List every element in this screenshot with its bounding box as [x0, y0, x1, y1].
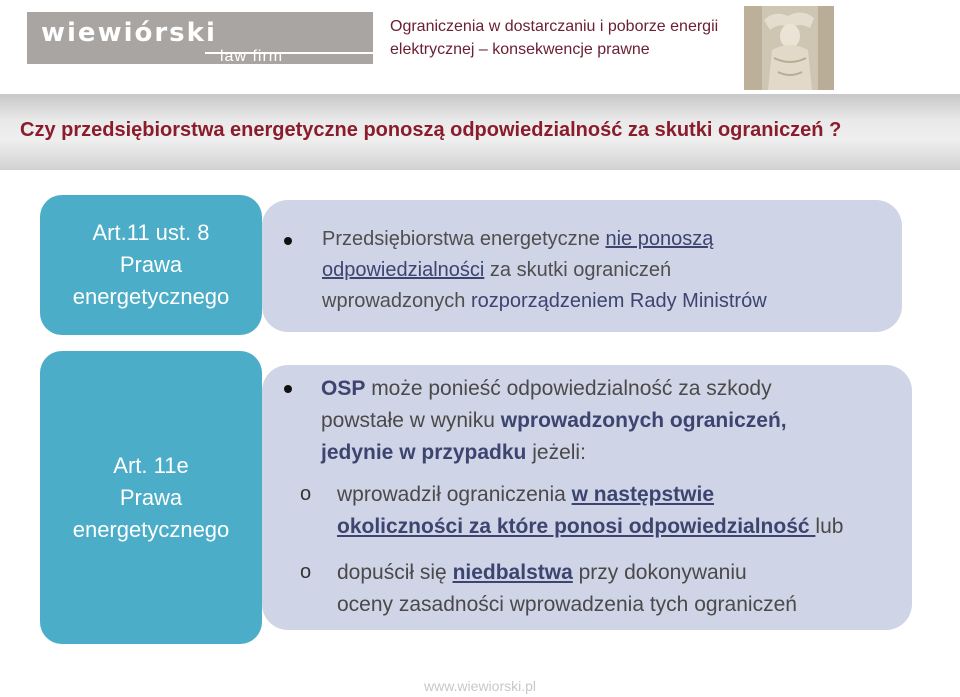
- text-span-emph: odpowiedzialności: [322, 259, 485, 281]
- statue-image: [744, 6, 834, 90]
- text-span-emph: nie ponoszą: [605, 228, 714, 250]
- text-span: lub: [815, 515, 844, 538]
- content-box-1: [262, 200, 902, 332]
- text-span-emph: okoliczności za które ponosi odpowiedzialność: [337, 515, 816, 538]
- sub-bullet-marker: o: [300, 561, 312, 583]
- bullet-icon: [284, 237, 292, 245]
- text-span: powstałe w wyniku: [321, 409, 501, 432]
- text-span-emph: w następstwie: [571, 483, 715, 506]
- bullet-text-1: [322, 224, 892, 317]
- tab-line: Art. 11e: [113, 452, 189, 478]
- text-span: za skutki ograniczeń: [484, 259, 672, 281]
- logo-subtitle: law firm: [220, 48, 284, 65]
- bullet-icon: [284, 385, 292, 393]
- title-line-2: elektrycznej – konsekwencje prawne: [390, 41, 650, 58]
- text-span-emph: niedbalstwa: [452, 561, 573, 584]
- bullet-text-2: [321, 373, 901, 469]
- sub-bullet-text-2: [337, 557, 907, 621]
- text-span: wprowadzonych: [322, 290, 471, 312]
- text-span-emph: rozporządzeniem Rady Ministrów: [470, 290, 767, 312]
- content-box-2: [262, 365, 912, 630]
- presentation-title: [390, 15, 740, 61]
- tab-line: energetycznego: [72, 284, 230, 309]
- text-span: wprowadził ograniczenia: [337, 483, 572, 506]
- text-span: jeżeli:: [526, 441, 586, 464]
- tab-line: Prawa: [119, 252, 183, 277]
- firm-logo: [27, 12, 373, 64]
- sub-bullet-text-1: [337, 479, 907, 543]
- text-span: dopuścił się: [337, 561, 453, 584]
- tab-line: Prawa: [119, 484, 183, 510]
- title-line-1: Ograniczenia w dostarczaniu i poborze energii: [390, 18, 719, 35]
- article-tab-11e: [40, 351, 262, 644]
- logo-name: wiewiórski: [41, 18, 217, 48]
- text-span: może ponieść odpowiedzialność za szkody: [365, 377, 772, 400]
- tab-line: energetycznego: [72, 516, 230, 542]
- text-span: przy dokonywaniu: [572, 561, 747, 584]
- statue-drawing: [744, 6, 834, 90]
- article-tab-11-ust-8: [40, 195, 262, 335]
- slide-question: Czy przedsiębiorstwa energetyczne ponoszą odpowiedzialność za skutki ograniczeń ?: [20, 119, 842, 141]
- text-span-emph: wprowadzonych ograniczeń,: [500, 409, 787, 432]
- sub-bullet-marker: o: [300, 483, 312, 505]
- text-span-emph: OSP: [321, 377, 366, 400]
- text-span-emph: jedynie w przypadku: [321, 441, 527, 464]
- text-span: oceny zasadności wprowadzenia tych ograniczeń: [337, 593, 797, 616]
- text-span: Przedsiębiorstwa energetyczne: [322, 228, 606, 250]
- tab-line: Art.11 ust. 8: [92, 220, 210, 245]
- footer-website: www.wiewiorski.pl: [423, 678, 537, 694]
